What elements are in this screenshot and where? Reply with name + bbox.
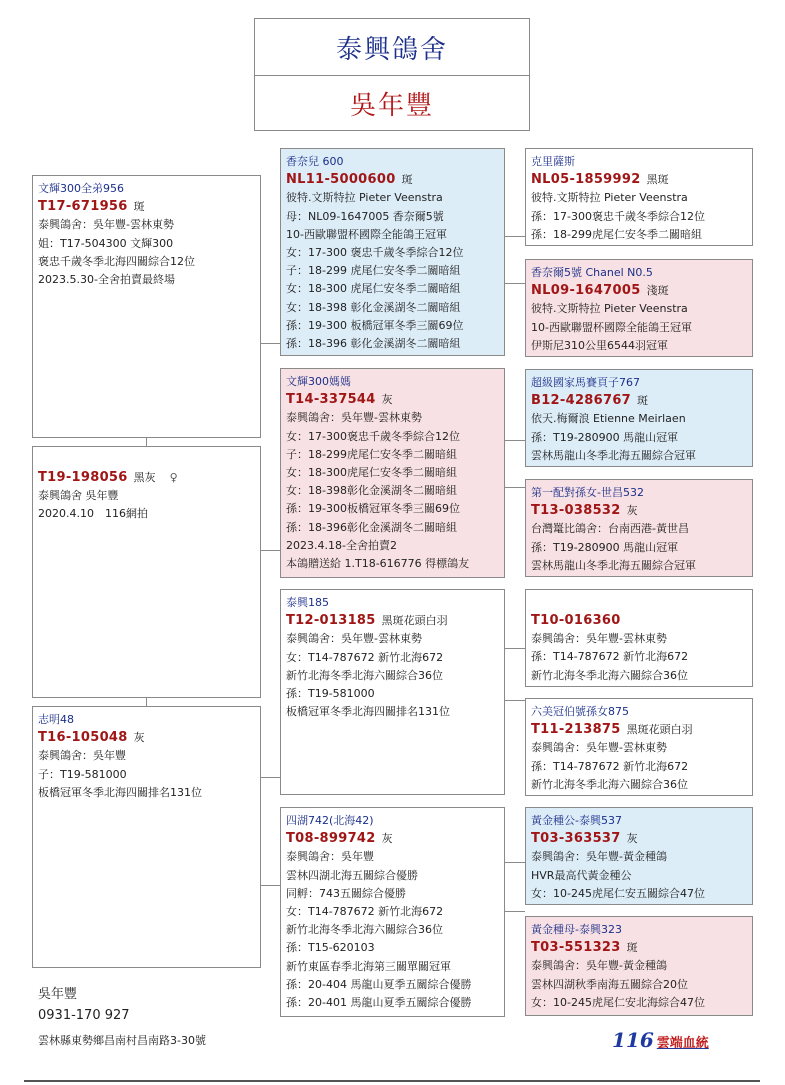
detail-line: 彼特.文斯特拉 Pieter Veenstra: [531, 191, 688, 205]
ancestor-card: [525, 807, 753, 905]
detail-line: 女：T14-787672 新竹北海672: [286, 905, 444, 919]
detail-line: 本鴿贈送給 1.T18-616776 得標鴿友: [286, 557, 470, 571]
pigeon-name: 香奈爾5號 Chanel N0.5: [531, 266, 653, 279]
pigeon-name: 黃金種公-泰興537: [531, 814, 622, 827]
detail-line: 子：18-299虎尾仁安冬季二關暗組: [286, 447, 457, 461]
ring-number: T11-213875: [531, 722, 621, 738]
pigeon-name: 超級國家馬賽頁子767: [531, 376, 640, 389]
pigeon-color: 斑: [401, 173, 413, 187]
detail-line: 孫：17-300褒忠千歲冬季綜合12位: [531, 209, 705, 223]
detail-line: 孫：19-300板橋冠軍冬季三關69位: [286, 502, 460, 516]
ring-number: T13-038532: [531, 503, 621, 519]
footer-address: 雲林縣東勢鄉昌南村昌南路3-30號: [38, 1034, 206, 1047]
detail-line: 泰興鴿舍 吳年豐: [38, 489, 119, 503]
sex-symbol: ♀: [169, 471, 178, 484]
detail-line: 2023.4.18-全舍拍賣2: [286, 538, 397, 552]
ancestor-card: [525, 698, 753, 796]
grandsire-card: [280, 148, 505, 356]
detail-line: 孫：T14-787672 新竹北海672: [531, 650, 689, 664]
detail-line: 泰興鴿舍：吳年豐-黃金種鴿: [531, 850, 667, 864]
detail-line: 雲林馬龍山冬季北海五關綜合冠軍: [531, 558, 696, 572]
detail-line: 孫：T19-280900 馬龍山冠軍: [531, 540, 679, 554]
detail-line: 女：10-245虎尾仁安北海綜合47位: [531, 995, 705, 1009]
detail-line: 2020.4.10 116網拍: [38, 507, 148, 521]
loft-name: 泰興鴿舍: [255, 19, 529, 76]
ring-number: B12-4286767: [531, 393, 632, 409]
pigeon-color: 灰: [381, 393, 393, 407]
connector-line: [146, 697, 147, 706]
pigeon-color: 斑: [637, 394, 649, 408]
connector-line: [505, 862, 525, 863]
pigeon-color: 灰: [626, 832, 638, 846]
detail-line: 雲林四湖秋季南海五關綜合20位: [531, 977, 688, 991]
detail-line: 2023.5.30-全舍拍賣最終場: [38, 273, 175, 287]
pigeon-color: 黑斑花頭白羽: [381, 614, 448, 628]
connector-line: [505, 440, 525, 441]
detail-line: 泰興鴿舍：吳年豐-雲林東勢: [286, 411, 422, 425]
detail-line: 孫：T15-620103: [286, 941, 375, 955]
detail-line: 依天.梅爾浪 Etienne Meirlaen: [531, 412, 686, 426]
pigeon-color: 黑斑花頭白羽: [626, 723, 693, 737]
detail-line: 雲林四湖北海五關綜合優勝: [286, 868, 418, 882]
ring-number: T03-551323: [531, 940, 621, 956]
detail-line: 泰興鴿舍：吳年豐-雲林東勢: [286, 632, 422, 646]
detail-line: 姐：T17-504300 文輝300: [38, 236, 174, 250]
pigeon-color: 灰: [626, 504, 638, 518]
detail-line: 女：18-300虎尾仁安冬季二關暗組: [286, 466, 457, 480]
detail-line: 孫：T19-581000: [286, 687, 375, 701]
detail-line: 孫：T19-280900 馬龍山冠軍: [531, 430, 679, 444]
pigeon-color: 灰: [133, 731, 145, 745]
detail-line: 女：17-300褒忠千歲冬季綜合12位: [286, 429, 460, 443]
dam-card: [32, 706, 261, 968]
detail-line: 孫：20-404 馬龍山夏季五關綜合優勝: [286, 977, 472, 991]
footer-phone: 0931-170 927: [38, 1008, 130, 1023]
pigeon-name: 克里薩斯: [531, 155, 575, 168]
detail-line: 泰興鴿舍：吳年豐: [286, 850, 374, 864]
pigeon-name: 黃金種母-泰興323: [531, 923, 622, 936]
connector-line: [505, 487, 525, 488]
detail-line: 孫：18-396 彰化金溪湖冬二關暗組: [286, 337, 461, 351]
pigeon-color: 淺斑: [646, 284, 669, 298]
pigeon-name: 六美冠伯號孫女875: [531, 705, 629, 718]
detail-line: 孫：19-300 板橋冠軍冬季三關69位: [286, 318, 464, 332]
detail-line: 孫：20-401 馬龍山夏季五關綜合優勝: [286, 996, 472, 1010]
connector-line: [146, 437, 147, 446]
pigeon-name: 文輝300全弟956: [38, 182, 124, 195]
ancestor-card: [525, 479, 753, 577]
detail-line: 彼特.文斯特拉 Pieter Veenstra: [531, 302, 688, 316]
ring-number: NL05-1859992: [531, 172, 641, 188]
detail-line: 板橋冠軍冬季北海四關排名131位: [38, 785, 202, 799]
connector-line: [260, 777, 280, 778]
detail-line: 女：17-300 褒忠千歲冬季綜合12位: [286, 246, 464, 260]
detail-line: 同孵：743五關綜合優勝: [286, 886, 406, 900]
ancestor-card: [525, 148, 753, 246]
pigeon-name: 四湖742(北海42): [286, 814, 374, 827]
ring-number: T17-671956: [38, 199, 128, 215]
bottom-rule: [24, 1080, 760, 1082]
detail-line: 泰興鴿舍：吳年豐: [38, 749, 126, 763]
detail-line: 褒忠千歲冬季北海四關綜合12位: [38, 254, 195, 268]
pigeon-color: 黑灰: [133, 471, 156, 484]
ancestor-card: [525, 589, 753, 687]
detail-line: 孫：T14-787672 新竹北海672: [531, 759, 689, 773]
pigeon-color: 灰: [381, 832, 393, 846]
connector-line: [505, 283, 525, 284]
ancestor-card: [525, 259, 753, 357]
detail-line: 泰興鴿舍：吳年豐-雲林東勢: [531, 632, 667, 646]
owner-name: 吳年豐: [349, 91, 434, 121]
title-box: [254, 18, 530, 131]
ring-number: T03-363537: [531, 831, 621, 847]
subject-card: [32, 446, 261, 698]
pigeon-color: 斑: [133, 200, 145, 214]
detail-line: 新竹北海冬季北海六關綜合36位: [531, 668, 688, 682]
ring-number: T12-013185: [286, 613, 376, 629]
detail-line: 台灣鼍比鴿舍：台南西港-黃世昌: [531, 522, 689, 536]
detail-line: 女：18-300 虎尾仁安冬季二關暗組: [286, 282, 461, 296]
sire-card: [32, 175, 261, 438]
detail-line: 子：T19-581000: [38, 767, 127, 781]
pigeon-name: 志明48: [38, 713, 74, 726]
detail-line: 女：T14-787672 新竹北海672: [286, 650, 444, 664]
detail-line: 子：18-299 虎尾仁安冬季二關暗組: [286, 264, 461, 278]
ring-number: T19-198056: [38, 470, 128, 485]
ring-number: NL09-1647005: [531, 283, 641, 299]
logo-text: 雲端血統: [656, 1036, 709, 1051]
detail-line: 女：18-398 彰化金溪湖冬二關暗組: [286, 300, 461, 314]
granddam-card: [280, 807, 505, 1017]
ancestor-card: [525, 916, 753, 1016]
detail-line: 新竹北海冬季北海六關綜合36位: [286, 668, 443, 682]
pigeon-color: 斑: [626, 941, 638, 955]
detail-line: 泰興鴿舍：吳年豐-雲林東勢: [38, 218, 174, 232]
detail-line: 母：NL09-1647005 香奈爾5號: [286, 209, 444, 223]
detail-line: 板橋冠軍冬季北海四關排名131位: [286, 705, 450, 719]
ring-number: NL11-5000600: [286, 172, 396, 188]
detail-line: 泰興鴿舍：吳年豐-黃金種鴿: [531, 959, 667, 973]
pigeon-name: 第一配對孫女-世昌532: [531, 486, 644, 499]
pigeon-color: 黑斑: [646, 173, 669, 187]
detail-line: 孫：18-396彰化金溪湖冬二關暗組: [286, 520, 457, 534]
pigeon-name: 文輝300媽媽: [286, 375, 351, 388]
connector-line: [260, 885, 280, 886]
detail-line: HVR最高代黃金種公: [531, 868, 632, 882]
detail-line: 新竹北海冬季北海六關綜合36位: [531, 777, 688, 791]
ring-number: T14-337544: [286, 392, 376, 408]
ring-number: T10-016360: [531, 613, 621, 628]
connector-line: [505, 700, 525, 701]
ring-number: T16-105048: [38, 730, 128, 746]
logo-number: 116: [612, 1028, 654, 1052]
granddam-card: [280, 368, 505, 578]
ring-number: T08-899742: [286, 831, 376, 847]
pigeon-name: 香奈兒 600: [286, 155, 344, 168]
detail-line: 10-西歐聯盟杯國際全能鴿王冠軍: [286, 227, 447, 241]
connector-line: [260, 343, 280, 344]
connector-line: [260, 550, 280, 551]
ancestor-card: [525, 369, 753, 467]
connector-line: [505, 236, 525, 237]
detail-line: 彼特.文斯特拉 Pieter Veenstra: [286, 191, 443, 205]
pigeon-name: 泰興185: [286, 596, 329, 609]
detail-line: 雲林馬龍山冬季北海五關綜合冠軍: [531, 448, 696, 462]
connector-line: [505, 911, 525, 912]
logo: [612, 1028, 709, 1052]
detail-line: 孫：18-299虎尾仁安冬季二關暗組: [531, 227, 702, 241]
detail-line: 伊斯尼310公里6544羽冠軍: [531, 338, 668, 352]
footer-owner: 吳年豐: [38, 987, 78, 1002]
detail-line: 女：18-398彰化金溪湖冬二關暗組: [286, 484, 457, 498]
detail-line: 10-西歐聯盟杯國際全能鴿王冠軍: [531, 320, 692, 334]
detail-line: 新竹北海冬季北海六關綜合36位: [286, 923, 443, 937]
detail-line: 女：10-245虎尾仁安五關綜合47位: [531, 886, 705, 900]
grandsire-card: [280, 589, 505, 795]
connector-line: [505, 648, 525, 649]
detail-line: 泰興鴿舍：吳年豐-雲林東勢: [531, 741, 667, 755]
detail-line: 新竹東區春季北海第三關單關冠軍: [286, 959, 451, 973]
